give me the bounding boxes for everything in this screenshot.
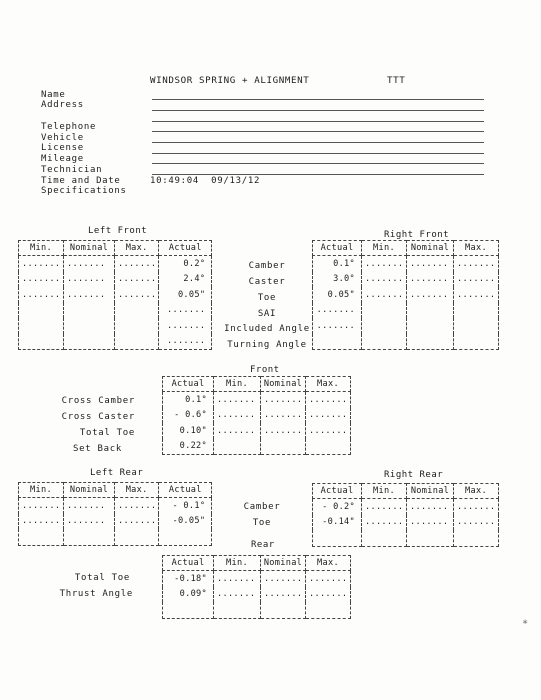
table-row — [163, 571, 351, 587]
cell-nominal: ....... — [64, 498, 115, 514]
field-line-license — [152, 153, 484, 154]
field-line-name — [152, 99, 484, 100]
cell-max — [454, 303, 499, 319]
cell-min — [362, 334, 407, 350]
cell-max — [454, 530, 499, 546]
table-row — [313, 499, 499, 515]
cell-max: ....... — [306, 423, 351, 439]
label-toe: Toe — [257, 293, 277, 303]
table-row — [313, 272, 499, 288]
cell-max — [306, 602, 351, 618]
cell-max — [115, 529, 159, 545]
front-table — [162, 376, 351, 455]
cell-actual: 0.09° — [163, 587, 214, 603]
cell-max: ....... — [454, 499, 499, 515]
left-rear-title: Left Rear — [90, 468, 144, 478]
cell-min: ....... — [362, 499, 407, 515]
cell-nominal: ....... — [407, 499, 454, 515]
cell-nominal — [261, 602, 306, 618]
cell-min: ....... — [19, 287, 64, 303]
cell-actual — [159, 529, 212, 545]
cell-min: ....... — [19, 514, 64, 530]
label-included-angle: Included Angle — [224, 324, 310, 334]
label-sai: SAI — [257, 309, 277, 319]
cell-actual: ....... — [159, 318, 212, 334]
col-nominal: Nominal — [64, 241, 115, 256]
cell-min: ....... — [362, 287, 407, 303]
cell-nominal: ....... — [261, 423, 306, 439]
cell-actual: 3.0° — [313, 272, 362, 288]
cell-min: ....... — [214, 571, 261, 587]
cell-nominal — [261, 439, 306, 455]
table-row — [19, 318, 212, 334]
label-camber: Camber — [248, 261, 286, 271]
table-row — [19, 287, 212, 303]
cell-nominal: ....... — [407, 256, 454, 272]
col-min: Min. — [214, 377, 261, 392]
label-cross-camber: Cross Camber — [61, 396, 135, 406]
field-line-technician — [152, 174, 484, 175]
cell-nominal — [64, 303, 115, 319]
table-row — [313, 530, 499, 546]
cell-min: ....... — [214, 392, 261, 408]
cell-nominal — [407, 334, 454, 350]
col-max: Max. — [115, 241, 159, 256]
cell-max: ....... — [454, 287, 499, 303]
right-front-title: Right Front — [384, 230, 450, 240]
table-row — [163, 392, 351, 408]
table-header-row — [19, 241, 212, 256]
left-rear-table — [18, 482, 212, 546]
cell-nominal: ....... — [261, 571, 306, 587]
cell-actual: - 0.2° — [313, 499, 362, 515]
table-row — [163, 602, 351, 618]
col-actual: Actual — [313, 241, 362, 256]
table-row — [313, 303, 499, 319]
col-nominal: Nominal — [261, 377, 306, 392]
cell-max: ....... — [454, 515, 499, 531]
cell-max — [115, 334, 159, 350]
right-rear-table — [312, 483, 499, 547]
field-line-address-2 — [152, 121, 484, 122]
table-header-row — [313, 484, 499, 499]
cell-nominal: ....... — [261, 392, 306, 408]
cell-max: ....... — [115, 287, 159, 303]
col-min: Min. — [214, 556, 261, 571]
label-cross-caster: Cross Caster — [61, 412, 135, 422]
cell-actual — [313, 334, 362, 350]
cell-min: ....... — [214, 423, 261, 439]
table-row — [19, 514, 212, 530]
cell-nominal: ....... — [64, 256, 115, 272]
field-label-mileage: Mileage — [41, 154, 84, 164]
cell-max: ....... — [115, 256, 159, 272]
left-front-title: Left Front — [88, 226, 148, 236]
table-row — [163, 587, 351, 603]
shop-name: WINDSOR SPRING + ALIGNMENT — [150, 75, 310, 86]
cell-actual — [313, 530, 362, 546]
cell-nominal — [64, 318, 115, 334]
table-row — [19, 529, 212, 545]
col-actual: Actual — [163, 556, 214, 571]
left-front-table — [18, 240, 212, 350]
col-actual: Actual — [163, 377, 214, 392]
cell-actual: - 0.6° — [163, 408, 214, 424]
cell-actual: -0.05" — [159, 514, 212, 530]
table-row — [313, 334, 499, 350]
cell-nominal — [407, 530, 454, 546]
cell-actual: 0.05" — [313, 287, 362, 303]
table-row — [163, 423, 351, 439]
table-row — [19, 256, 212, 272]
cell-actual: - 0.1° — [159, 498, 212, 514]
cell-nominal: ....... — [64, 514, 115, 530]
cell-min: ....... — [19, 498, 64, 514]
table-row — [313, 287, 499, 303]
front-title: Front — [250, 365, 280, 375]
cell-actual: -0.18" — [163, 571, 214, 587]
cell-max — [115, 318, 159, 334]
col-max: Max. — [306, 377, 351, 392]
cell-actual: 0.2° — [159, 256, 212, 272]
cell-max: ....... — [454, 272, 499, 288]
col-min: Min. — [19, 241, 64, 256]
cell-actual: 0.10" — [163, 423, 214, 439]
field-line-mileage — [152, 163, 484, 164]
cell-min — [362, 303, 407, 319]
cell-nominal: ....... — [261, 587, 306, 603]
field-label-technician: Technician — [41, 165, 103, 175]
table-row — [313, 515, 499, 531]
label-caster: Caster — [248, 277, 286, 287]
col-max: Max. — [454, 241, 499, 256]
label-turning-angle: Turning Angle — [227, 340, 307, 350]
col-actual: Actual — [159, 483, 212, 498]
cell-nominal: ....... — [407, 287, 454, 303]
field-line-vehicle — [152, 142, 484, 143]
cell-max: ....... — [115, 498, 159, 514]
cell-actual: 0.05" — [159, 287, 212, 303]
cell-actual: 0.1° — [163, 392, 214, 408]
label-thrust-angle: Thrust Angle — [59, 589, 133, 599]
col-nominal: Nominal — [64, 483, 115, 498]
table-header-row — [163, 377, 351, 392]
paper-speck: ∗ — [522, 617, 529, 628]
cell-nominal — [64, 334, 115, 350]
field-line-address — [152, 110, 484, 111]
table-row — [313, 256, 499, 272]
table-row — [163, 408, 351, 424]
label-total-toe: Total Toe — [79, 428, 135, 438]
col-min: Min. — [362, 484, 407, 499]
cell-nominal: ....... — [64, 272, 115, 288]
table-header-row — [313, 241, 499, 256]
cell-min — [19, 303, 64, 319]
cell-min: ....... — [362, 515, 407, 531]
col-nominal: Nominal — [407, 241, 454, 256]
cell-nominal: ....... — [64, 287, 115, 303]
cell-nominal — [64, 529, 115, 545]
col-min: Min. — [19, 483, 64, 498]
cell-max: ....... — [454, 256, 499, 272]
cell-max: ....... — [306, 587, 351, 603]
cell-min — [19, 318, 64, 334]
cell-nominal — [407, 303, 454, 319]
table-header-row — [19, 483, 212, 498]
cell-min: ....... — [214, 408, 261, 424]
cell-max — [454, 334, 499, 350]
cell-min — [19, 529, 64, 545]
cell-max: ....... — [306, 408, 351, 424]
cell-max: ....... — [115, 272, 159, 288]
field-label-telephone: Telephone — [41, 122, 97, 132]
cell-min: ....... — [19, 272, 64, 288]
right-rear-title: Right Rear — [384, 470, 444, 480]
rear-table — [162, 555, 351, 619]
cell-min: ....... — [362, 256, 407, 272]
cell-max — [115, 303, 159, 319]
cell-min: ....... — [214, 587, 261, 603]
cell-actual: 0.22° — [163, 439, 214, 455]
col-actual: Actual — [313, 484, 362, 499]
cell-actual: ....... — [159, 303, 212, 319]
cell-nominal: ....... — [407, 272, 454, 288]
label-rear-total-toe: Total Toe — [74, 573, 130, 583]
table-row — [19, 498, 212, 514]
cell-max — [454, 318, 499, 334]
cell-max: ....... — [115, 514, 159, 530]
table-row — [19, 303, 212, 319]
cell-min — [362, 318, 407, 334]
rear-title: Rear — [251, 540, 275, 550]
time-date-value: 10:49:04 09/13/12 — [150, 176, 261, 186]
table-row — [19, 334, 212, 350]
cell-actual: 0.1° — [313, 256, 362, 272]
cell-actual: 2.4° — [159, 272, 212, 288]
col-max: Max. — [115, 483, 159, 498]
field-label-vehicle: Vehicle — [41, 133, 84, 143]
cell-actual: ....... — [313, 303, 362, 319]
cell-actual: -0.14" — [313, 515, 362, 531]
field-line-telephone — [152, 131, 484, 132]
field-label-license: License — [41, 143, 84, 153]
cell-max: ....... — [306, 392, 351, 408]
col-min: Min. — [362, 241, 407, 256]
cell-nominal: ....... — [261, 408, 306, 424]
right-front-table — [312, 240, 499, 350]
report-code: TTT — [387, 75, 406, 86]
label-set-back: Set Back — [73, 444, 122, 454]
col-nominal: Nominal — [261, 556, 306, 571]
field-label-time-date: Time and Date — [41, 176, 121, 186]
cell-min: ....... — [19, 256, 64, 272]
table-row — [313, 318, 499, 334]
cell-min — [362, 530, 407, 546]
col-actual: Actual — [159, 241, 212, 256]
cell-nominal: ....... — [407, 515, 454, 531]
cell-actual: ....... — [159, 334, 212, 350]
cell-actual: ....... — [313, 318, 362, 334]
label-rear-toe: Toe — [252, 518, 272, 528]
cell-min — [214, 602, 261, 618]
col-nominal: Nominal — [407, 484, 454, 499]
cell-max: ....... — [306, 571, 351, 587]
col-max: Max. — [454, 484, 499, 499]
table-row — [19, 272, 212, 288]
cell-min — [214, 439, 261, 455]
cell-min: ....... — [362, 272, 407, 288]
cell-max — [306, 439, 351, 455]
cell-min — [19, 334, 64, 350]
cell-actual — [163, 602, 214, 618]
cell-nominal — [407, 318, 454, 334]
label-rear-camber: Camber — [243, 502, 281, 512]
field-label-specifications: Specifications — [41, 186, 127, 196]
field-label-address: Address — [41, 100, 84, 110]
table-row — [163, 439, 351, 455]
col-max: Max. — [306, 556, 351, 571]
field-label-name: Name — [41, 90, 66, 100]
table-header-row — [163, 556, 351, 571]
